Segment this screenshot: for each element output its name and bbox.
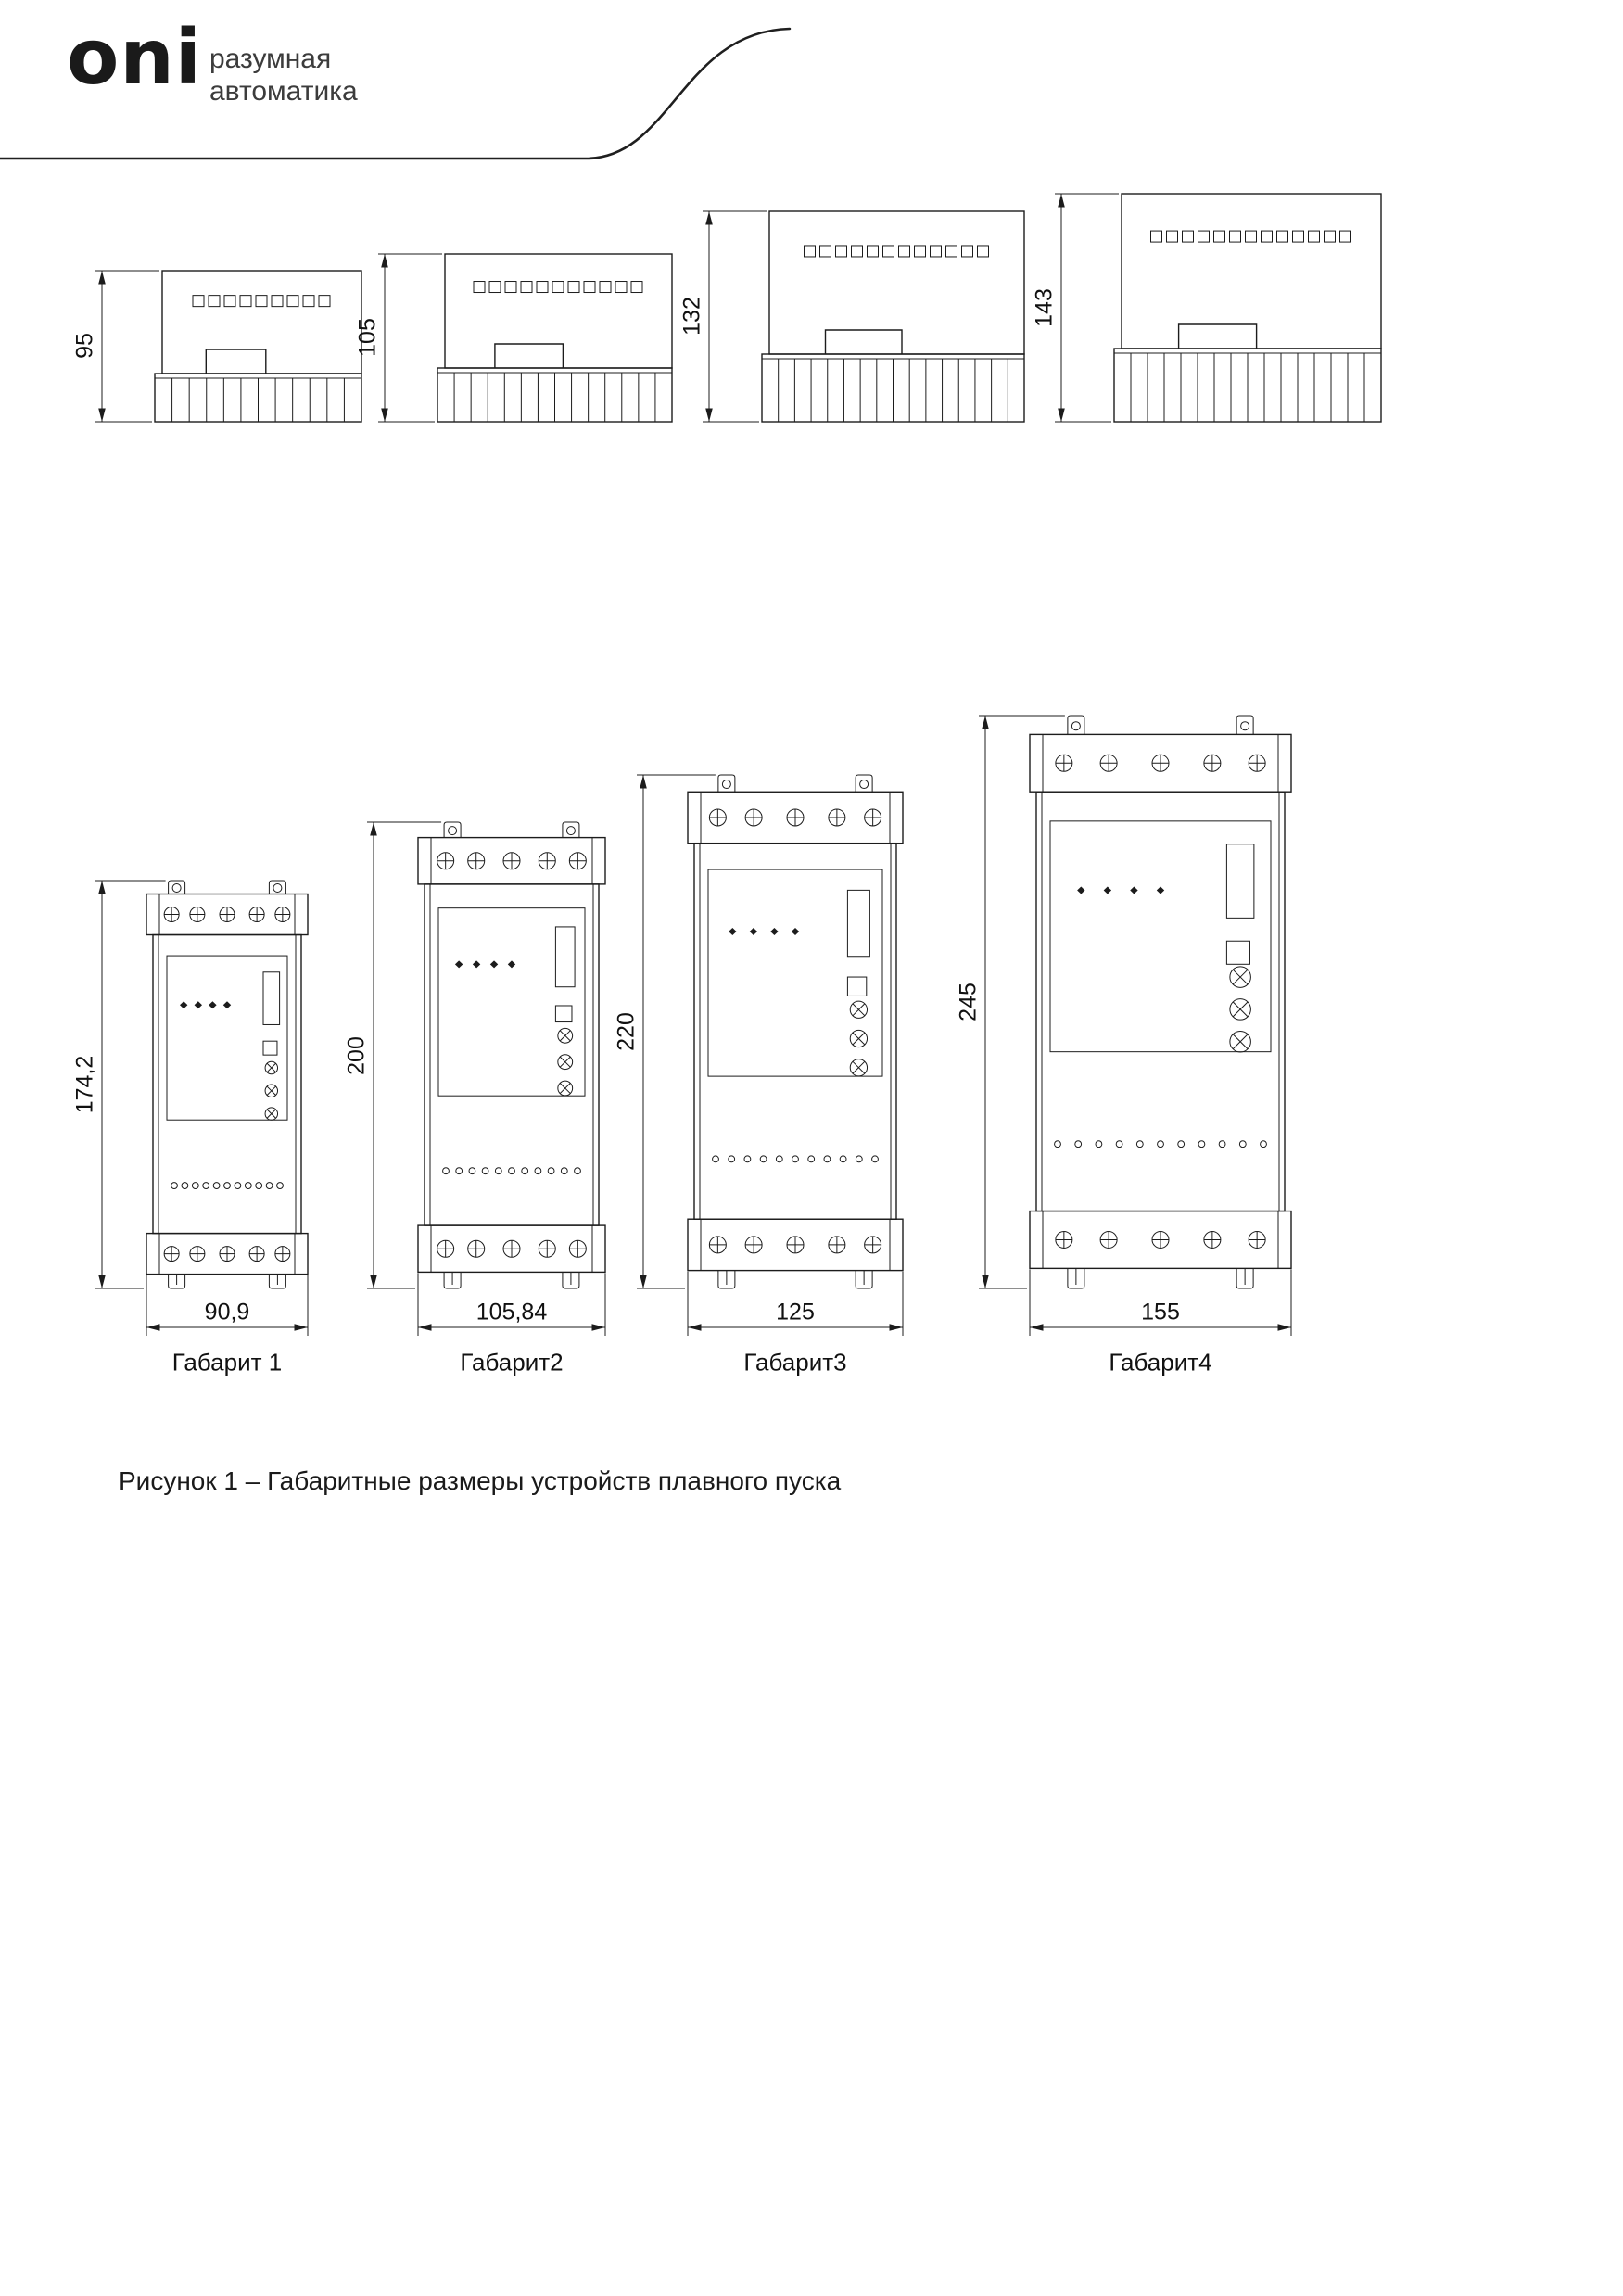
- brand-tagline-line1: разумная: [209, 44, 332, 74]
- unit-label-4: Габарит4: [1109, 1348, 1212, 1376]
- dim-front-height-4: 245: [955, 983, 982, 1021]
- dim-front-height-1: 174,2: [71, 1055, 98, 1114]
- figure-caption: Рисунок 1 – Габаритные размеры устройств плавного пуска: [119, 1466, 842, 1495]
- unit-label-3: Габарит3: [743, 1348, 847, 1376]
- dim-width-3: 125: [776, 1299, 815, 1326]
- dim-front-height-2: 200: [343, 1036, 370, 1075]
- unit-label-1: Габарит 1: [171, 1348, 283, 1376]
- dim-side-height-2: 105: [354, 318, 381, 357]
- dim-width-2: 105,84: [475, 1299, 548, 1326]
- dim-side-height-3: 132: [678, 297, 705, 336]
- brand-wordmark: oni: [67, 14, 202, 102]
- dim-side-height-4: 143: [1031, 288, 1058, 327]
- dim-front-height-3: 220: [613, 1012, 640, 1051]
- dim-width-1: 90,9: [204, 1299, 250, 1326]
- unit-label-2: Габарит2: [460, 1348, 564, 1376]
- dim-width-4: 155: [1141, 1299, 1180, 1326]
- brand-tagline-line2: автоматика: [209, 76, 358, 107]
- dim-side-height-1: 95: [71, 333, 98, 359]
